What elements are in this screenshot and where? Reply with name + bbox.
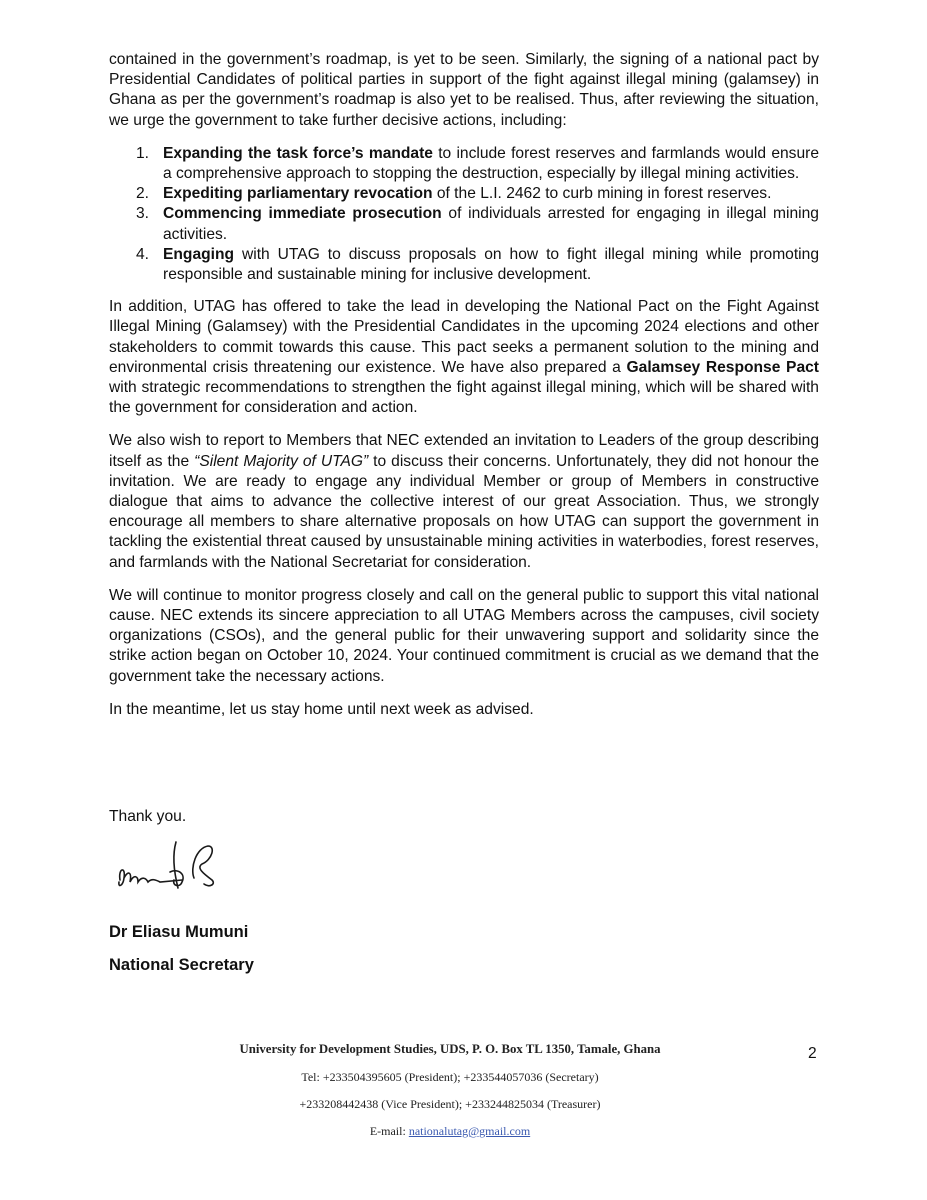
action-heading: Commencing immediate prosecution bbox=[163, 205, 442, 223]
pact-text-end: with strategic recommendations to strengthen the fight against illegal mining, which will be shared with the government for consideration and action. bbox=[109, 379, 819, 417]
action-item bbox=[109, 184, 819, 204]
footer-tel-line-1: Tel: +233504395605 (President); +233544057036 (Secretary) bbox=[301, 1070, 599, 1084]
action-heading: Expediting parliamentary revocation bbox=[163, 185, 433, 203]
footer-tel-line-2: +233208442438 (Vice President); +233244825034 (Treasurer) bbox=[299, 1097, 601, 1111]
silent-majority-text-end: to discuss their concerns. Unfortunately, they did not honour the invitation. We are ready to engage any individual Member or group of Members in constructive dialogue that aims to advance the collective interest of our great Association. Thus, we strongly encourage all members to share alternative proposals on how UTAG can support the government in tackling the existential threat caused by unsustainable mining activities in waterbodies, forest reserves, and farmlands with the National Secretariat for consideration. bbox=[109, 452, 819, 571]
action-text: of the L.I. 2462 to curb mining in forest reserves. bbox=[432, 185, 772, 203]
action-item bbox=[109, 144, 819, 184]
action-number: 4. bbox=[136, 245, 150, 263]
paragraph-appreciation: We will continue to monitor progress closely and call on the general public to support this vital national cause. NEC extends its sincere appreciation to all UTAG Members across the campuses, civil society organizations (CSOs), and the general public for their unwavering support and solidarity since the strike action began on October 10, 2024. Your continued commitment is crucial as we demand that the government take the necessary actions. bbox=[109, 586, 819, 685]
action-text: with UTAG to discuss proposals on how to fight illegal mining while promoting responsible and sustainable mining for inclusive development. bbox=[163, 245, 819, 284]
footer-email-line bbox=[0, 1124, 900, 1139]
action-text: of individuals arrested for engaging in illegal mining activities. bbox=[163, 205, 819, 243]
paragraph-stay-home: In the meantime, let us stay home until next week as advised. bbox=[109, 700, 534, 718]
signatory-name: Dr Eliasu Mumuni bbox=[109, 923, 249, 941]
paragraph-silent-majority bbox=[109, 431, 819, 572]
action-number: 2. bbox=[136, 185, 150, 203]
signature-image bbox=[112, 838, 232, 898]
silent-majority-text-start: We also wish to report to Members that NEC extended an invitation to Leaders of the group describing itself as the bbox=[109, 432, 819, 470]
action-heading: Engaging bbox=[163, 245, 235, 263]
footer-address: University for Development Studies, UDS, P. O. Box TL 1350, Tamale, Ghana bbox=[239, 1042, 661, 1056]
action-item bbox=[109, 245, 819, 285]
galamsey-response-pact: Galamsey Response Pact bbox=[626, 358, 820, 376]
action-number: 1. bbox=[136, 144, 150, 162]
action-heading: Expanding the task force’s mandate bbox=[163, 144, 433, 162]
footer-email-link[interactable]: nationalutag@gmail.com bbox=[408, 1124, 531, 1138]
page-number: 2 bbox=[808, 1045, 817, 1062]
action-number: 3. bbox=[136, 205, 150, 223]
letter-footer bbox=[0, 1042, 900, 1151]
signatory-title: National Secretary bbox=[109, 956, 254, 974]
letter-body bbox=[109, 50, 819, 733]
action-text: to include forest reserves and farmlands would ensure a comprehensive approach to stopping the destruction, especially by illegal mining activities. bbox=[163, 144, 819, 183]
footer-email-label: E-mail: bbox=[369, 1124, 409, 1138]
silent-majority-quote: “Silent Majority of UTAG” bbox=[194, 452, 369, 470]
closing-thanks: Thank you. bbox=[109, 808, 187, 825]
paragraph-national-pact bbox=[109, 297, 819, 418]
action-item bbox=[109, 204, 819, 244]
pact-text-start: In addition, UTAG has offered to take the lead in developing the National Pact on the Fight Against Illegal Mining (Galamsey) with the Presidential Candidates in the upcoming 2024 elections and other stakeholders to commit towards this cause. This pact seeks a permanent solution to the mining and environmental crisis threatening our existence. We have also prepared a bbox=[109, 298, 819, 376]
signatory-block bbox=[109, 916, 254, 982]
recommended-actions-list bbox=[109, 144, 819, 285]
paragraph-roadmap: contained in the government’s roadmap, is yet to be seen. Similarly, the signing of a national pact by Presidential Candidates of political parties in support of the fight against illegal mining (galamsey) in Ghana as per the government’s roadmap is also yet to be realised. Thus, after reviewing the situation, we urge the government to take further decisive actions, including: bbox=[109, 51, 819, 129]
